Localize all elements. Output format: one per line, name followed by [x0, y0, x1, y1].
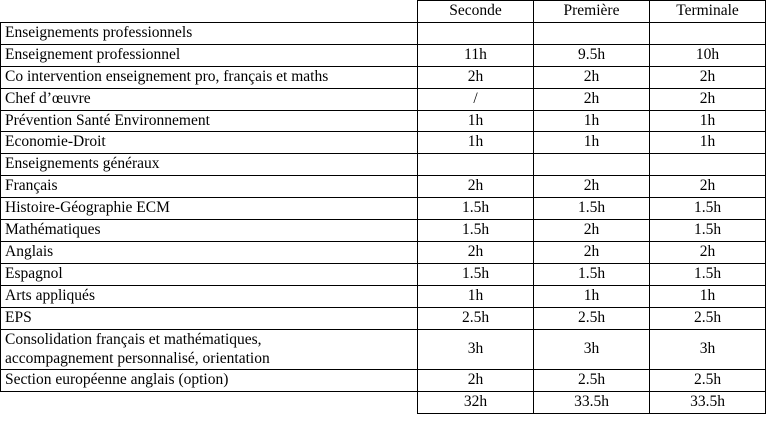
- row-value-seconde: 2h: [418, 176, 534, 198]
- table-row: [1, 110, 766, 132]
- row-label: EPS: [1, 307, 418, 329]
- total-label-blank: [1, 392, 418, 414]
- row-value-premiere: 2h: [534, 241, 650, 263]
- section-blank-premiere: [534, 154, 650, 176]
- row-value-premiere: 1h: [534, 110, 650, 132]
- row-value-premiere: 2h: [534, 88, 650, 110]
- row-label: Anglais: [1, 241, 418, 263]
- row-value-seconde: 1.5h: [418, 198, 534, 220]
- row-label: Arts appliqués: [1, 285, 418, 307]
- row-value-terminale: 2h: [650, 88, 766, 110]
- row-value-premiere: 1.5h: [534, 263, 650, 285]
- table-row-consolidation: [1, 329, 766, 370]
- table-row: [1, 307, 766, 329]
- row-label: Histoire-Géographie ECM: [1, 198, 418, 220]
- section-blank-premiere: [534, 22, 650, 44]
- row-label: Français: [1, 176, 418, 198]
- total-value-terminale: 33.5h: [650, 392, 766, 414]
- row-value-seconde: /: [418, 88, 534, 110]
- row-label: Prévention Santé Environnement: [1, 110, 418, 132]
- table-row: [1, 241, 766, 263]
- table-row: [1, 66, 766, 88]
- row-value-premiere: 3h: [534, 329, 650, 370]
- row-value-premiere: 1.5h: [534, 198, 650, 220]
- row-label: Enseignement professionnel: [1, 44, 418, 66]
- table-row: [1, 285, 766, 307]
- row-value-terminale: 2h: [650, 66, 766, 88]
- row-label: Mathématiques: [1, 220, 418, 242]
- consolidation-line-1: Consolidation français et mathématiques,: [5, 330, 262, 348]
- row-value-terminale: 1.5h: [650, 220, 766, 242]
- row-value-seconde: 1h: [418, 132, 534, 154]
- row-value-seconde: 1.5h: [418, 263, 534, 285]
- row-label: Chef d’œuvre: [1, 88, 418, 110]
- row-value-seconde: 3h: [418, 329, 534, 370]
- row-value-seconde: 11h: [418, 44, 534, 66]
- section-blank-terminale: [650, 22, 766, 44]
- row-value-terminale: 10h: [650, 44, 766, 66]
- row-value-terminale: 1.5h: [650, 263, 766, 285]
- row-value-premiere: 2h: [534, 176, 650, 198]
- row-value-seconde: 1.5h: [418, 220, 534, 242]
- row-value-terminale: 2.5h: [650, 370, 766, 392]
- total-value-premiere: 33.5h: [534, 392, 650, 414]
- row-label: Economie-Droit: [1, 132, 418, 154]
- table-row: [1, 88, 766, 110]
- table-row: [1, 176, 766, 198]
- row-value-premiere: 2.5h: [534, 370, 650, 392]
- table-row: [1, 220, 766, 242]
- consolidation-line-2: accompagnement personnalisé, orientation: [5, 349, 270, 367]
- section-blank-seconde: [418, 154, 534, 176]
- row-value-terminale: 2.5h: [650, 307, 766, 329]
- row-value-terminale: 1h: [650, 110, 766, 132]
- header-terminale: Terminale: [650, 1, 766, 23]
- table-row-option: [1, 370, 766, 392]
- table-row: [1, 198, 766, 220]
- row-label-consolidation: [1, 329, 418, 370]
- table-row: [1, 132, 766, 154]
- table-row: [1, 44, 766, 66]
- row-value-seconde: 2h: [418, 370, 534, 392]
- header-premiere: Première: [534, 1, 650, 23]
- header-seconde: Seconde: [418, 1, 534, 23]
- row-value-premiere: 2h: [534, 220, 650, 242]
- row-value-terminale: 2h: [650, 241, 766, 263]
- section-heading-row: [1, 154, 766, 176]
- row-label-option: Section européenne anglais (option): [1, 370, 418, 392]
- table-row-total: [1, 392, 766, 414]
- row-value-terminale: 1h: [650, 132, 766, 154]
- row-value-premiere: 1h: [534, 132, 650, 154]
- row-value-seconde: 2h: [418, 66, 534, 88]
- row-value-terminale: 1h: [650, 285, 766, 307]
- section-title-pro: Enseignements professionnels: [1, 22, 418, 44]
- row-value-terminale: 2h: [650, 176, 766, 198]
- header-corner-blank: [1, 1, 418, 23]
- row-value-seconde: 1h: [418, 110, 534, 132]
- row-label: Espagnol: [1, 263, 418, 285]
- row-label: Co intervention enseignement pro, français et maths: [1, 66, 418, 88]
- row-value-premiere: 2.5h: [534, 307, 650, 329]
- row-value-seconde: 1h: [418, 285, 534, 307]
- section-heading-row: [1, 22, 766, 44]
- section-title-generaux: Enseignements généraux: [1, 154, 418, 176]
- row-value-premiere: 9.5h: [534, 44, 650, 66]
- row-value-premiere: 2h: [534, 66, 650, 88]
- section-blank-seconde: [418, 22, 534, 44]
- table-row: [1, 263, 766, 285]
- row-value-seconde: 2h: [418, 241, 534, 263]
- total-value-seconde: 32h: [418, 392, 534, 414]
- row-value-terminale: 1.5h: [650, 198, 766, 220]
- row-value-terminale: 3h: [650, 329, 766, 370]
- section-blank-terminale: [650, 154, 766, 176]
- row-value-premiere: 1h: [534, 285, 650, 307]
- table-header-row: [1, 1, 766, 23]
- row-value-seconde: 2.5h: [418, 307, 534, 329]
